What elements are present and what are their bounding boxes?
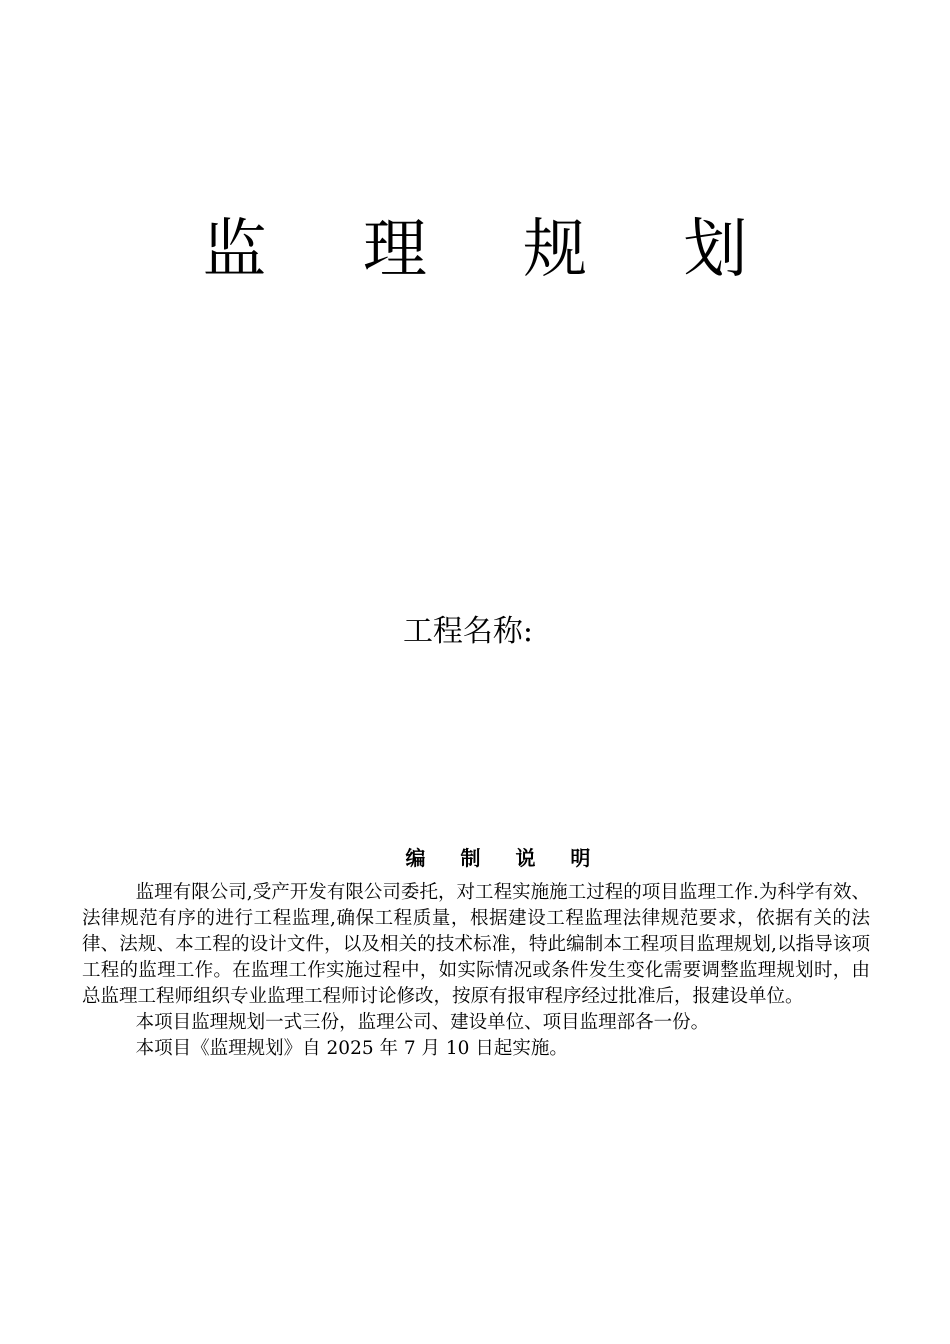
project-name-label: 工程名称: — [402, 614, 534, 649]
notes-paragraph-effective-date: 本项目《监理规划》自 2025 年 7 月 10 日起实施。 — [135, 1038, 568, 1059]
notes-paragraph-copies: 本项目监理规划一式三份，监理公司、建设单位、项目监理部各一份。 — [135, 1012, 710, 1033]
notes-heading: 编 制 说 明 — [405, 846, 605, 870]
notes-paragraph-intro: 监理有限公司,受产开发有限公司委托，对工程实施施工过程的项目监理工作.为科学有效、法律规范有序的进行工程监理,确保工程质量，根据建设工程监理法律规范要求，依据有关的法律、法规、本工程的设计文件，以及相关的技术标准，特此编制本工程项目监理规划,以指导该项工程的监理工作。在监理工作实施过程中，如实际情况或条件发生变化需要调整监理规划时，由总监理工程师组织专业监理工程师讨论修改，按原有报审程序经过批准后，报建设单位。 — [82, 882, 870, 1007]
notes-body — [82, 880, 870, 1062]
document-title: 监 理 规 划 — [202, 213, 786, 287]
